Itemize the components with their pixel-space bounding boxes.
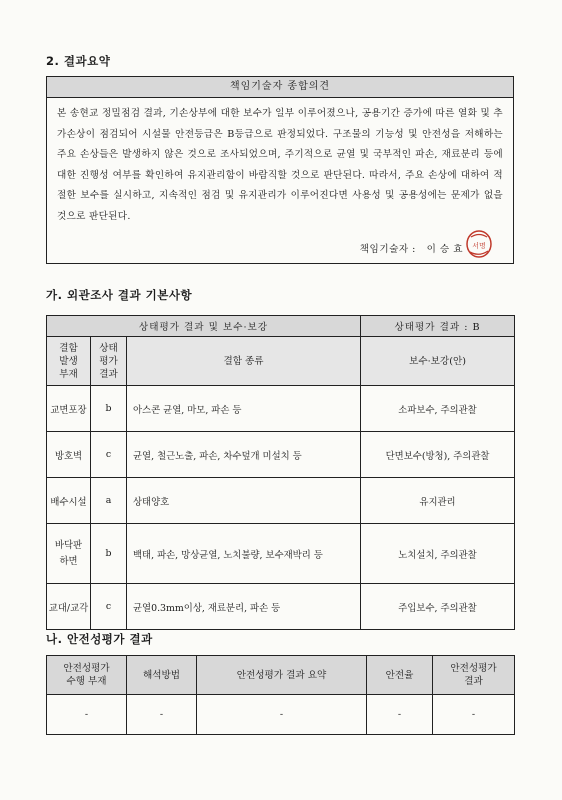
safety-cell: -	[47, 695, 127, 735]
condition-evaluation-table	[46, 315, 515, 630]
safety-cell: -	[197, 695, 367, 735]
row-defects: 균열0.3mm이상, 재료분리, 파손 등	[127, 584, 361, 630]
col-header-safety-result: 안전성평가 결과	[433, 656, 515, 695]
row-repair: 유지관리	[361, 478, 515, 524]
row-grade: c	[91, 432, 127, 478]
eval-grade-label: 상태평가 결과 : B	[361, 316, 515, 337]
row-member: 바닥판 하면	[47, 524, 91, 584]
row-defects: 균열, 철근노출, 파손, 차수덮개 미설치 등	[127, 432, 361, 478]
row-grade: c	[91, 584, 127, 630]
table-row	[47, 695, 515, 735]
col-header-repair: 보수·보강(안)	[361, 337, 515, 386]
row-member: 교면포장	[47, 386, 91, 432]
section-heading-summary: 2. 결과요약	[46, 54, 111, 68]
col-header-grade: 상태 평가 결과	[91, 337, 127, 386]
row-member: 교대/교각	[47, 584, 91, 630]
table-row	[47, 584, 515, 630]
engineer-label: 책임기술자 :	[359, 244, 416, 255]
table-row	[47, 386, 515, 432]
row-grade: b	[91, 524, 127, 584]
col-header-defects: 결함 종류	[127, 337, 361, 386]
seal-stamp-icon	[465, 229, 493, 259]
row-repair: 주입보수, 주의관찰	[361, 584, 515, 630]
safety-cell: -	[367, 695, 433, 735]
col-header-safety-member: 안전성평가 수행 부재	[47, 656, 127, 695]
row-defects: 아스콘 균열, 마모, 파손 등	[127, 386, 361, 432]
section-heading-safety: 나. 안전성평가 결과	[46, 632, 153, 646]
table-row	[47, 478, 515, 524]
engineer-name: 이 승 효	[426, 244, 463, 255]
row-defects: 상태양호	[127, 478, 361, 524]
row-grade: b	[91, 386, 127, 432]
table-row	[47, 432, 515, 478]
row-repair: 소파보수, 주의관찰	[361, 386, 515, 432]
col-header-summary: 안전성평가 결과 요약	[197, 656, 367, 695]
table-row	[47, 524, 515, 584]
col-header-method: 해석방법	[127, 656, 197, 695]
row-repair: 단면보수(방청), 주의관찰	[361, 432, 515, 478]
safety-cell: -	[433, 695, 515, 735]
summary-box-title: 책임기술자 종합의견	[47, 77, 513, 98]
svg-text:서명: 서명	[472, 242, 486, 250]
row-grade: a	[91, 478, 127, 524]
row-defects: 백태, 파손, 망상균열, 노치불량, 보수재박리 등	[127, 524, 361, 584]
safety-cell: -	[127, 695, 197, 735]
safety-evaluation-table	[46, 655, 515, 735]
row-member: 방호벽	[47, 432, 91, 478]
eval-table-title: 상태평가 결과 및 보수·보강	[47, 316, 361, 337]
row-member: 배수시설	[47, 478, 91, 524]
summary-box	[46, 76, 514, 264]
section-heading-visual: 가. 외관조사 결과 기본사항	[46, 288, 193, 302]
row-repair: 노치설치, 주의관찰	[361, 524, 515, 584]
engineer-signature-line	[360, 241, 463, 255]
summary-paragraph: 본 송현교 정밀점검 결과, 기손상부에 대한 보수가 일부 이루어졌으나, 공용기간 증가에 따른 열화 및 추가손상이 점검되어 시설물 안전등급은 B등급으로 판정되었다. 구조물의 기능성 및 안전성을 저해하는 주요 손상들은 발생하지 않은 것으로 조사되었으며, 주기적으로 균열 및 국부적인 파손, 재료분리 등에 대한 진행성 여부를 확인하여 유지관리함이 바람직할 것으로 판단된다. 따라서, 주요 손상에 대하여 적절한 보수를 실시하고, 지속적인 점검 및 유지관리가 이루어진다면 사용성 및 공용성에는 문제가 없을 것으로 판단된다.	[57, 108, 503, 222]
col-header-safety-factor: 안전율	[367, 656, 433, 695]
col-header-member: 결함 발생 부재	[47, 337, 91, 386]
